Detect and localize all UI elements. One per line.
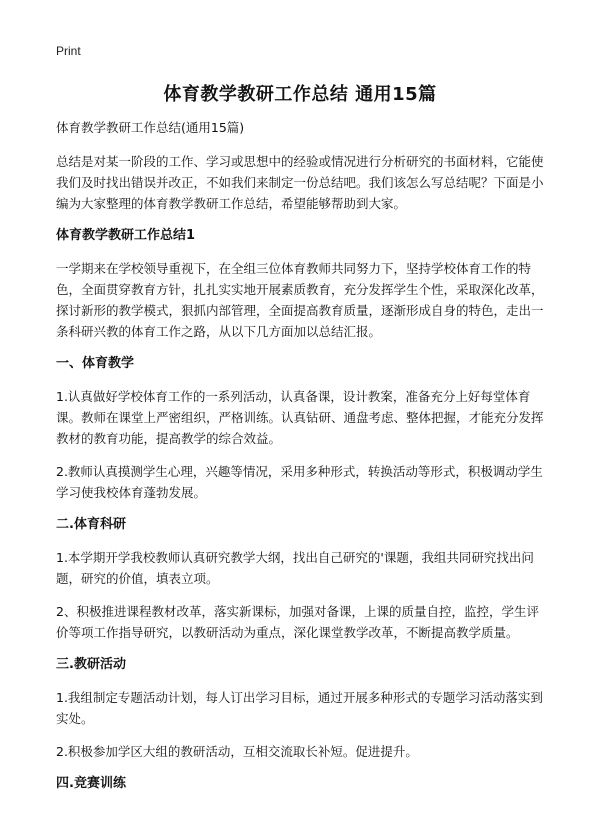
- intro-paragraph: 总结是对某一阶段的工作、学习或思想中的经验或情况进行分析研究的书面材料，它能使我们及时找出错误并改正，不如我们来制定一份总结吧。我们该怎么写总结呢？下面是小编为大家整理的体育教学教研工作总结，希望能够帮助到大家。: [56, 154, 544, 211]
- paragraph: 1.我组制定专题活动计划，每人订出学习目标，通过开展多种形式的专题学习活动落实到实处。: [56, 690, 543, 726]
- paragraph: 1.认真做好学校体育工作的一系列活动，认真备课，设计教案，准备充分上好每堂体育课。教师在课堂上严密组织，严格训练。认真钻研、通盘考虑、整体把握，才能充分发挥教材的教育功能，提高教学的综合效益。: [56, 389, 544, 446]
- heading-physical-teaching: 一、体育教学: [56, 356, 135, 371]
- paragraph: 2、积极推进课程教材改革，落实新课标，加强对备课，上课的质量自控，监控，学生评价等项工作指导研究，以教研活动为重点，深化课堂教学改革，不断提高教学质量。: [56, 604, 539, 640]
- document-title: 体育教学教研工作总结 通用15篇: [163, 84, 437, 105]
- document-body: [56, 118, 546, 806]
- print-link[interactable]: Print: [56, 44, 81, 58]
- paragraph: 2.积极参加学区大组的教研活动，互相交流取长补短。促进提升。: [56, 744, 418, 759]
- heading-competition-training: 四.竞赛训练: [56, 776, 126, 791]
- paragraph: 1.本学期开学我校教师认真研究教学大纲，找出自己研究的'课题，我组共同研究找出问题，研究的价值，填表立项。: [56, 550, 534, 586]
- heading-research: 二.体育科研: [56, 517, 126, 532]
- heading-teaching-research-activities: 三.教研活动: [56, 657, 126, 672]
- document-subtitle: 体育教学教研工作总结(通用15篇): [56, 120, 245, 135]
- section-title: 体育教学教研工作总结1: [56, 228, 196, 243]
- paragraph: 2.教师认真摸测学生心理，兴趣等情况，采用多种形式，转换活动等形式，积极调动学生学习使我校体育蓬勃发展。: [56, 464, 543, 500]
- section-intro-paragraph: 一学期来在学校领导重视下，在全组三位体育教师共同努力下，坚持学校体育工作的特色，全面贯穿教育方针，扎扎实实地开展素质教育，充分发挥学生个性，采取深化改革，探讨新形的教学模式，狠抓内部管理，全面提高教育质量，逐渐形成自身的特色，走出一条科研兴教的体育工作之路，从以下几方面加以总结汇报。: [56, 261, 544, 339]
